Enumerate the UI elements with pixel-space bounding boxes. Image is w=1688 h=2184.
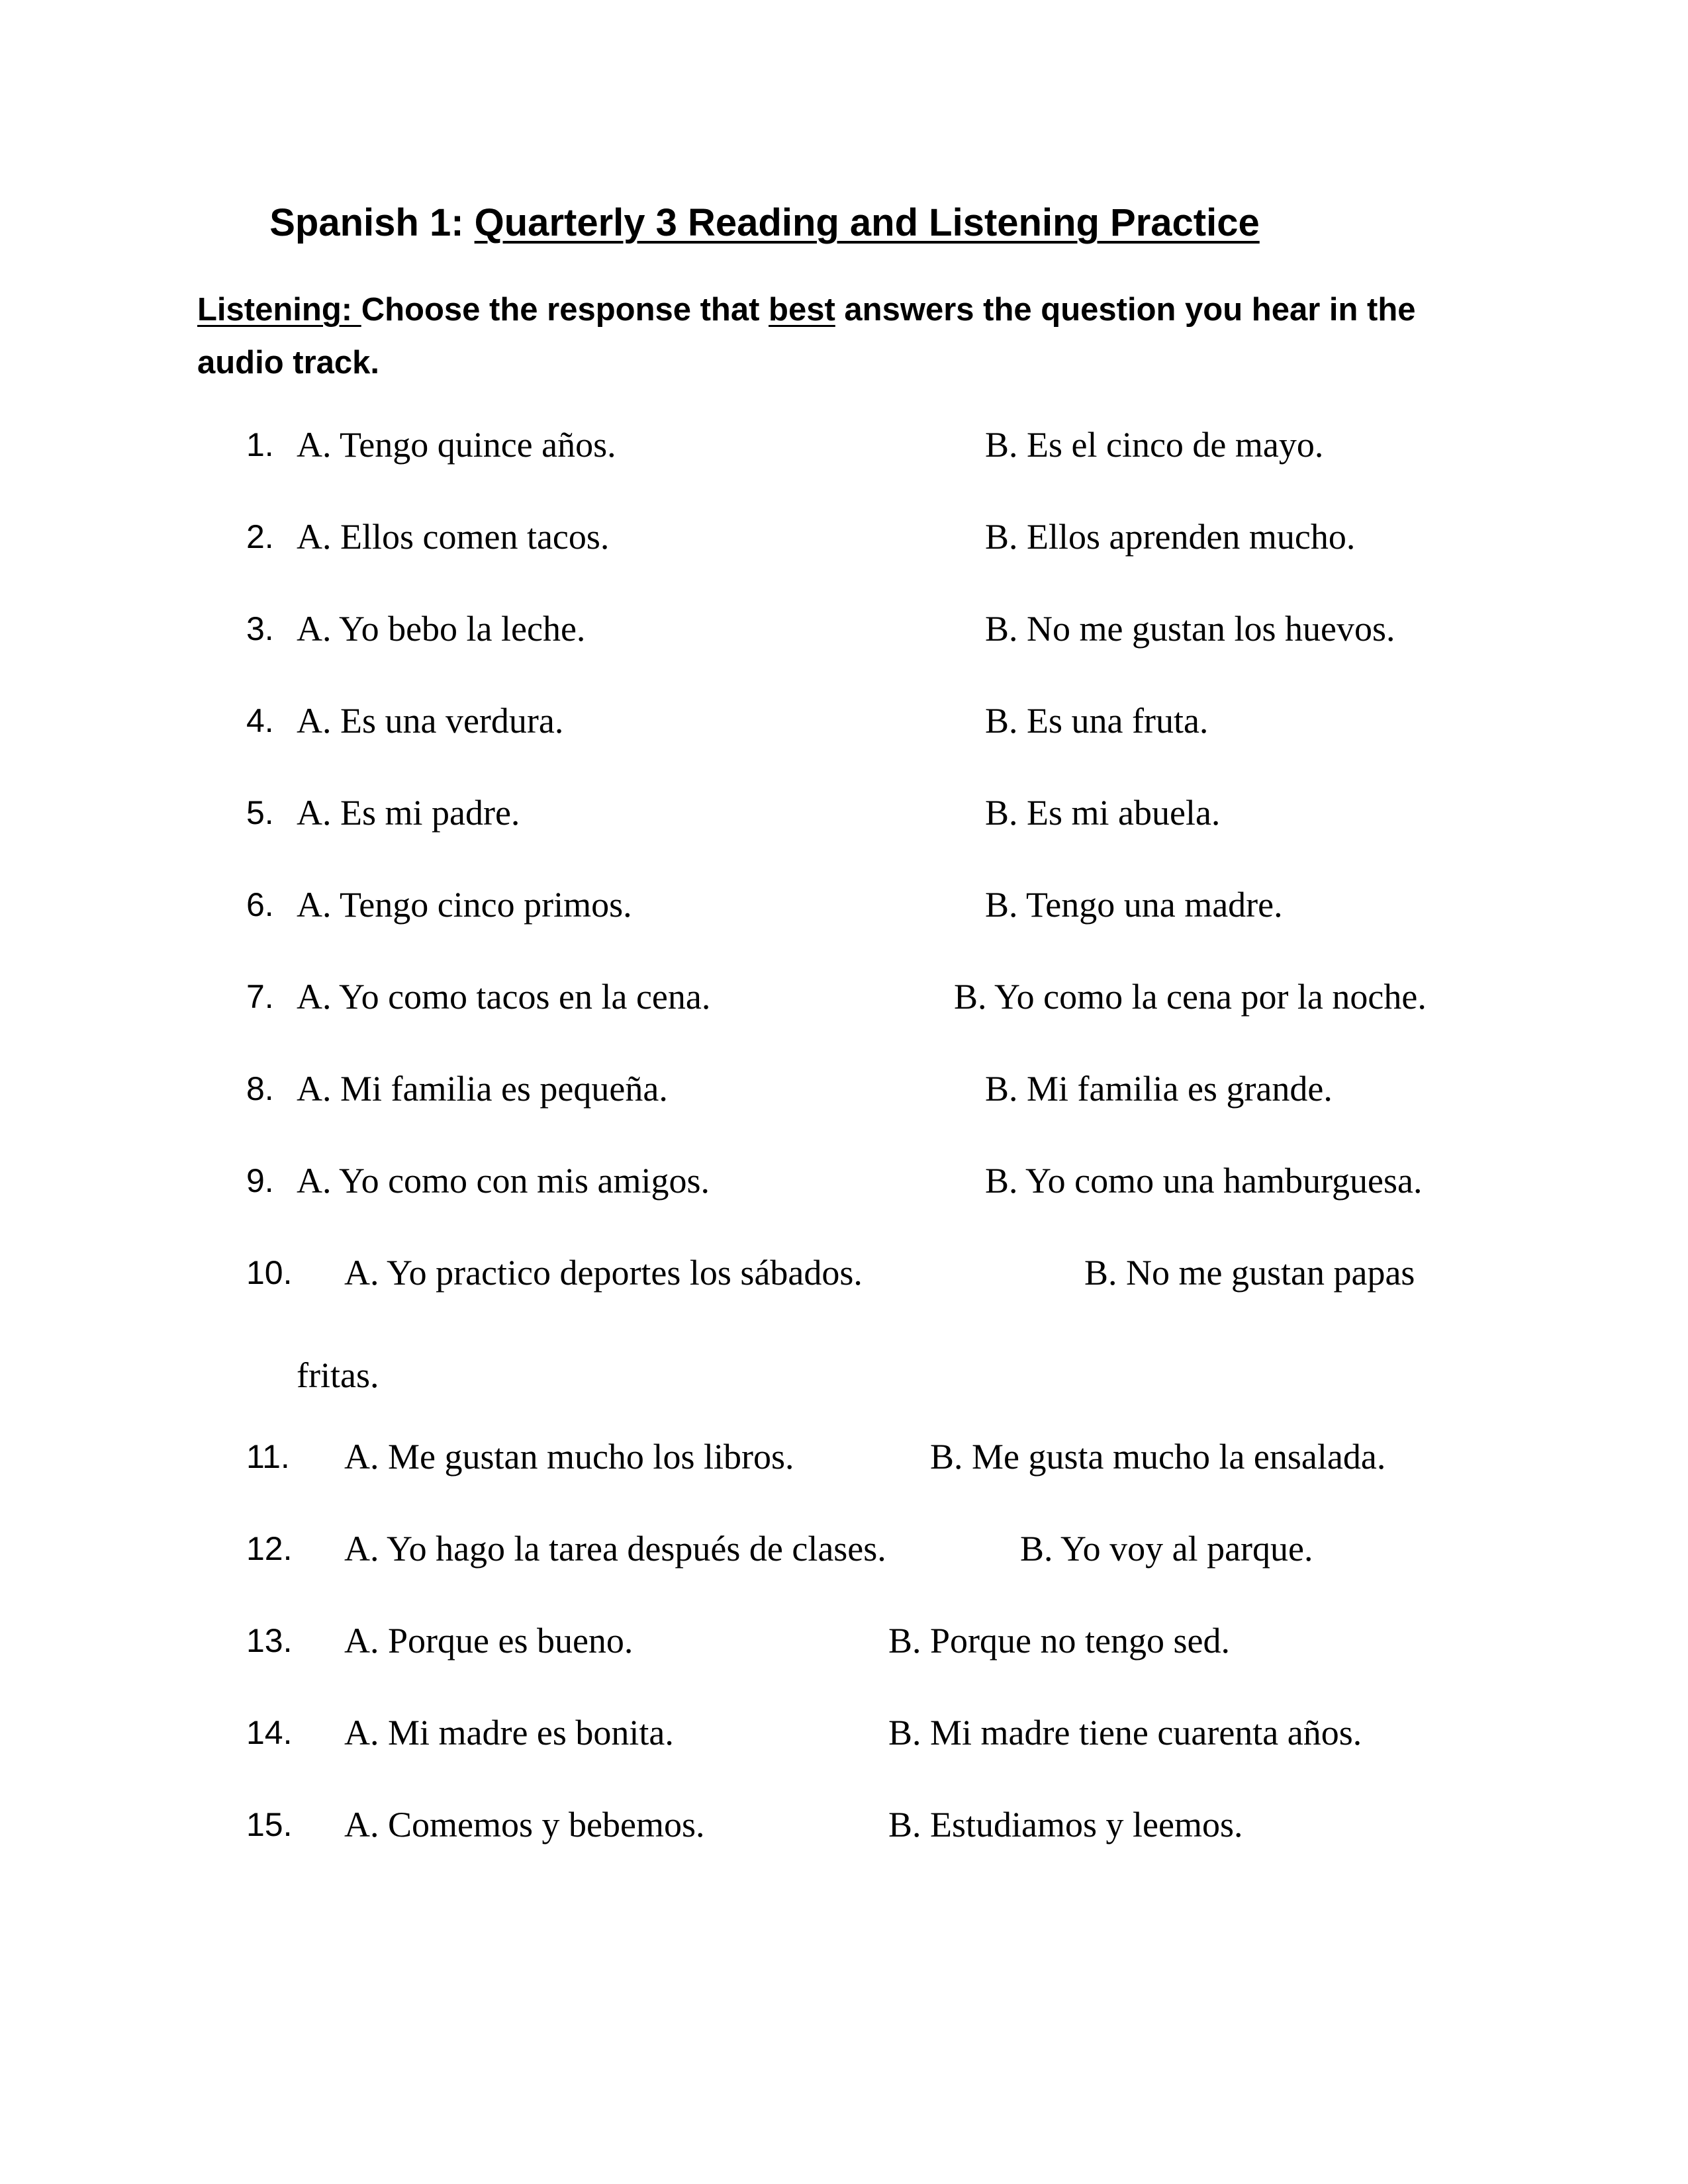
question-number: 13. bbox=[246, 1622, 293, 1659]
question-row bbox=[0, 780, 1688, 846]
instructions-text-after: answers the question you hear in the audio track. bbox=[197, 292, 1416, 381]
choice-b: B. Es una fruta. bbox=[985, 701, 1209, 741]
instructions-label: Listening: bbox=[197, 292, 361, 328]
title-prefix: Spanish 1: bbox=[269, 201, 475, 244]
choice-b: B. Yo como la cena por la noche. bbox=[954, 977, 1427, 1017]
question-number: 2. bbox=[246, 518, 274, 555]
question-number: 4. bbox=[246, 702, 274, 739]
choice-b: B. Ellos aprenden mucho. bbox=[985, 517, 1356, 557]
choice-b: B. No me gustan los huevos. bbox=[985, 609, 1395, 649]
choice-a: A. Tengo quince años. bbox=[297, 425, 616, 465]
question-number: 8. bbox=[246, 1070, 274, 1107]
choice-b: B. Mi madre tiene cuarenta años. bbox=[888, 1713, 1362, 1752]
choice-a: A. Yo bebo la leche. bbox=[297, 609, 586, 649]
choice-a: A. Yo como con mis amigos. bbox=[297, 1161, 710, 1201]
question-number: 1. bbox=[246, 426, 274, 463]
choice-a: A. Ellos comen tacos. bbox=[297, 517, 610, 557]
question-row bbox=[0, 1424, 1688, 1490]
question-number: 14. bbox=[246, 1714, 293, 1751]
question-number: 10. bbox=[246, 1254, 293, 1291]
instructions-text-before: Choose the response that bbox=[361, 292, 769, 328]
choice-a: A. Comemos y bebemos. bbox=[344, 1805, 705, 1844]
question-number: 5. bbox=[246, 794, 274, 831]
question-row bbox=[0, 412, 1688, 478]
choice-b-continuation: fritas. bbox=[297, 1355, 379, 1395]
choice-b: B. Estudiamos y leemos. bbox=[888, 1805, 1243, 1844]
choice-b: B. Porque no tengo sed. bbox=[888, 1621, 1230, 1661]
question-row bbox=[0, 1148, 1688, 1214]
question-number: 9. bbox=[246, 1162, 274, 1199]
question-row bbox=[0, 688, 1688, 754]
listening-instructions bbox=[197, 283, 1495, 389]
question-row bbox=[0, 1516, 1688, 1582]
question-number: 7. bbox=[246, 978, 274, 1015]
question-number: 3. bbox=[246, 610, 274, 647]
choice-b: B. Es el cinco de mayo. bbox=[985, 425, 1324, 465]
question-number: 6. bbox=[246, 886, 274, 923]
question-row bbox=[0, 872, 1688, 938]
question-row bbox=[0, 964, 1688, 1030]
choice-b: B. Yo como una hamburguesa. bbox=[985, 1161, 1423, 1201]
choice-b: B. Tengo una madre. bbox=[985, 885, 1283, 925]
question-row bbox=[0, 1608, 1688, 1674]
choice-a: A. Mi familia es pequeña. bbox=[297, 1069, 668, 1109]
choice-b: B. Me gusta mucho la ensalada. bbox=[930, 1437, 1386, 1477]
choice-a: A. Mi madre es bonita. bbox=[344, 1713, 674, 1752]
question-number: 15. bbox=[246, 1806, 293, 1843]
choice-a: A. Yo practico deportes los sábados. bbox=[344, 1253, 863, 1293]
instructions-emphasis: best bbox=[769, 292, 835, 328]
page-title bbox=[0, 193, 1529, 253]
question-row bbox=[0, 596, 1688, 662]
choice-b: B. No me gustan papas bbox=[1084, 1253, 1415, 1293]
choice-a: A. Es una verdura. bbox=[297, 701, 564, 741]
question-row bbox=[0, 1792, 1688, 1858]
question-number: 11. bbox=[246, 1438, 290, 1475]
choice-a: A. Me gustan mucho los libros. bbox=[344, 1437, 794, 1477]
choice-b: B. Es mi abuela. bbox=[985, 793, 1221, 833]
title-underlined: Quarterly 3 Reading and Listening Practice bbox=[474, 201, 1260, 244]
question-row bbox=[0, 1240, 1688, 1306]
choice-a: A. Es mi padre. bbox=[297, 793, 520, 833]
choice-a: A. Yo como tacos en la cena. bbox=[297, 977, 711, 1017]
choice-b: B. Yo voy al parque. bbox=[1020, 1529, 1313, 1569]
choice-a: A. Porque es bueno. bbox=[344, 1621, 633, 1661]
choice-a: A. Tengo cinco primos. bbox=[297, 885, 632, 925]
choice-a: A. Yo hago la tarea después de clases. bbox=[344, 1529, 886, 1569]
question-row bbox=[0, 504, 1688, 570]
question-row bbox=[0, 1056, 1688, 1122]
question-number: 12. bbox=[246, 1530, 293, 1567]
choice-b: B. Mi familia es grande. bbox=[985, 1069, 1333, 1109]
question-row bbox=[0, 1700, 1688, 1766]
